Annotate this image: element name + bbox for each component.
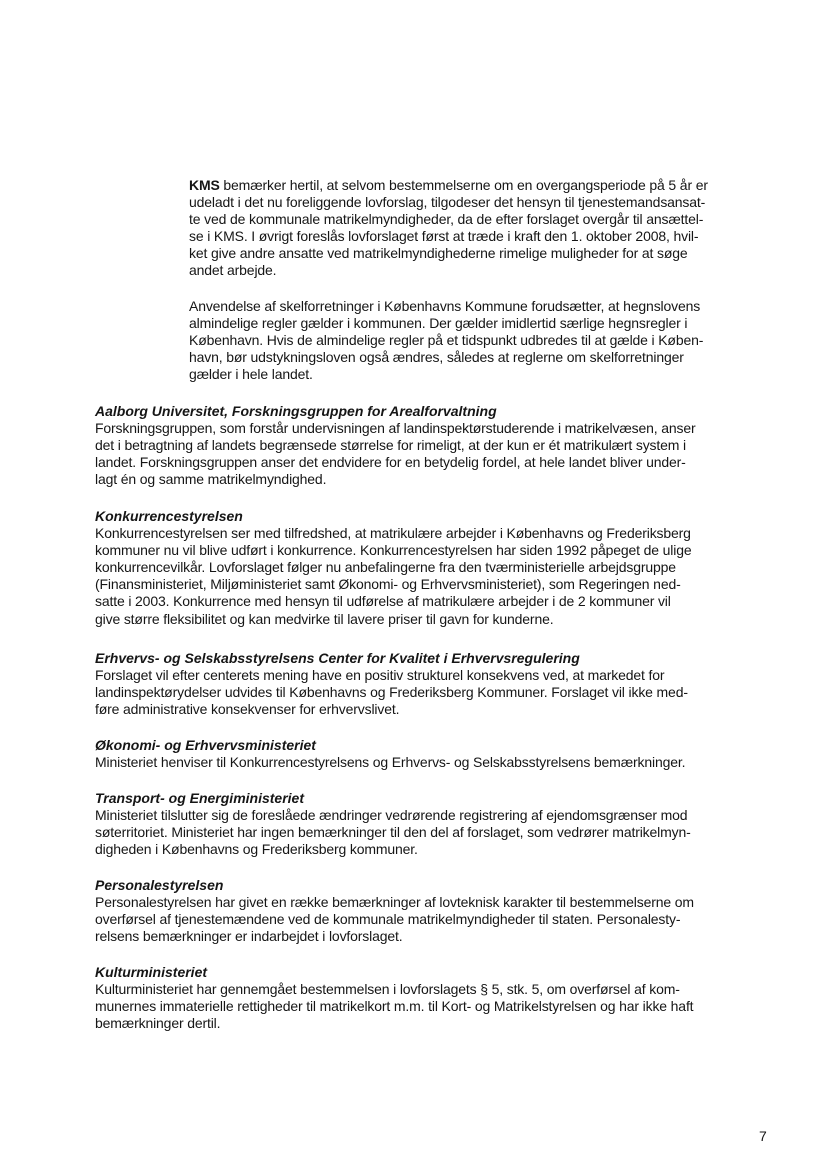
section-line: relsens bemærkninger er indarbejdet i lovforslaget.	[95, 928, 403, 945]
intro-line-1: KMS bemærker hertil, at selvom bestemmelserne om en overgangsperiode på 5 år er	[189, 177, 708, 193]
section-line: det i betragtning af landets begrænsede størrelse for rimeligt, at der kun er ét matrikulært system i	[95, 437, 686, 454]
intro2-line-3: København. Hvis de almindelige regler på et tidspunkt udbredes til at gælde i Køben-	[189, 332, 704, 349]
section-line: Forslaget vil efter centerets mening have en positiv strukturel konsekvens ved, at markedet for	[95, 667, 665, 684]
intro2-line-4: havn, bør udstykningsloven også ændres, således at reglerne om skelforretninger	[189, 349, 684, 366]
section-line: kommuner nu vil blive udført i konkurrence. Konkurrencestyrelsen har siden 1992 påpeget de ulige	[95, 542, 692, 559]
section-line: føre administrative konsekvenser for erhvervslivet.	[95, 701, 400, 718]
section-line: overførsel af tjenestemændene ved de kommunale matrikelmyndigheder til staten. Personalesty-	[95, 911, 681, 928]
section-line: Ministeriet henviser til Konkurrencestyrelsens og Erhvervs- og Selskabsstyrelsens bemærkninger.	[95, 754, 686, 771]
intro-line-3: te ved de kommunale matrikelmyndigheder, da de efter forslaget overgår til ansættel-	[189, 211, 704, 228]
intro-paragraph-2	[189, 298, 769, 383]
intro-line-6: andet arbejde.	[189, 262, 277, 279]
intro2-line-2: almindelige regler gælder i kommunen. Der gælder imidlertid særlige hegnsregler i	[189, 315, 688, 332]
section-heading: Kulturministeriet	[95, 964, 208, 980]
section-line: Kulturministeriet har gennemgået bestemmelsen i lovforslagets § 5, stk. 5, om overførsel af kom-	[95, 981, 680, 998]
section-line: søterritoriet. Ministeriet har ingen bemærkninger til den del af forslaget, som vedrører matrikelmyn-	[95, 824, 691, 841]
section-line: munernes immaterielle rettigheder til matrikelkort m.m. til Kort- og Matrikelstyrelsen og har ikke haft	[95, 998, 694, 1015]
intro-line-2: udeladt i det nu foreliggende lovforslag, tilgodeser det hensyn til tjenestemandsansat-	[189, 194, 706, 211]
section-personalestyrelsen	[95, 877, 770, 945]
section-line: landet. Forskningsgruppen anser det endvidere for en betydelig fordel, at hele landet bliver under-	[95, 454, 686, 471]
section-kulturministeriet	[95, 964, 770, 1032]
page-number: 7	[759, 1128, 767, 1144]
section-line: konkurrencevilkår. Lovforslaget følger nu anbefalingerne fra den tværministerielle arbejdsgruppe	[95, 559, 676, 576]
section-line: satte i 2003. Konkurrence med hensyn til udførelse af matrikulære arbejder i de 2 kommuner vil	[95, 593, 671, 610]
section-transport-og-energiministeriet	[95, 790, 770, 858]
kms-lead: KMS	[189, 177, 220, 193]
section-line: give større fleksibilitet og kan medvirke til lavere priser til gavn for kunderne.	[95, 610, 554, 627]
section-line: digheden i Københavns og Frederiksberg kommuner.	[95, 841, 418, 858]
section-heading: Økonomi- og Erhvervsministeriet	[95, 737, 316, 753]
intro2-line-5: gælder i hele landet.	[189, 366, 313, 383]
section-aalborg-universitet	[95, 403, 770, 488]
section-heading: Personalestyrelsen	[95, 877, 224, 893]
intro-paragraph-1	[189, 177, 769, 280]
section-heading: Erhvervs- og Selskabsstyrelsens Center for Kvalitet i Erhvervsregulering	[95, 650, 580, 666]
intro-line-4: se i KMS. I øvrigt foreslås lovforslaget først at træde i kraft den 1. oktober 2008, hvil-	[189, 228, 699, 245]
section-heading: Transport- og Energiministeriet	[95, 790, 304, 806]
section-line: Konkurrencestyrelsen ser med tilfredshed, at matrikulære arbejder i Københavns og Frederiksberg	[95, 525, 691, 542]
section-line: lagt én og samme matrikelmyndighed.	[95, 471, 327, 488]
section-heading: Konkurrencestyrelsen	[95, 508, 243, 524]
section-heading: Aalborg Universitet, Forskningsgruppen for Arealforvaltning	[95, 403, 497, 419]
section-konkurrencestyrelsen	[95, 508, 770, 628]
section-okonomi-og-erhvervsministeriet	[95, 737, 770, 771]
section-line: Personalestyrelsen har givet en række bemærkninger af lovteknisk karakter til bestemmelserne om	[95, 894, 694, 911]
section-line: bemærkninger dertil.	[95, 1015, 221, 1032]
intro-line-5: ket give andre ansatte ved matrikelmyndighederne rimelige muligheder for at søge	[189, 245, 688, 262]
section-line: Forskningsgruppen, som forstår undervisningen af landinspektørstuderende i matrikelvæsen, anser	[95, 420, 696, 437]
intro2-line-1: Anvendelse af skelforretninger i Københavns Kommune forudsætter, at hegnslovens	[189, 298, 701, 314]
section-line: (Finansministeriet, Miljøministeriet samt Økonomi- og Erhvervsministeriet), som Regeringen ned-	[95, 576, 681, 593]
section-erhvervs-og-selskabsstyrelsen	[95, 650, 770, 718]
section-line: landinspektørydelser udvides til Københavns og Frederiksberg Kommuner. Forslaget vil ikke med-	[95, 684, 688, 701]
section-line: Ministeriet tilslutter sig de foreslåede ændringer vedrørende registrering af ejendomsgrænser mod	[95, 807, 688, 824]
